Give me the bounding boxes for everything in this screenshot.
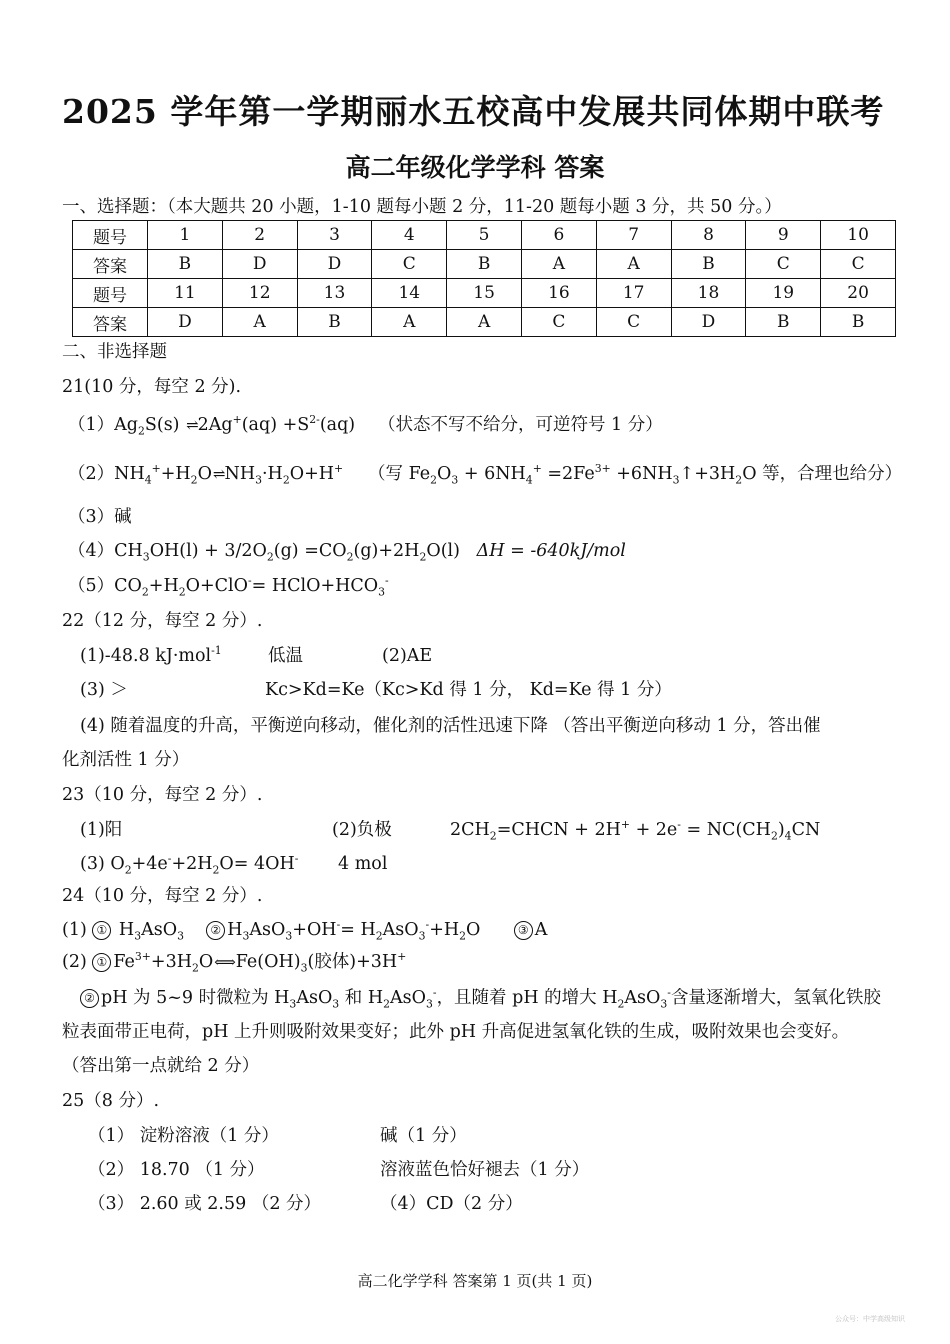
- q22-answer-3: (3) ＞: [80, 680, 128, 700]
- q24-header: 24（10 分，每空 2 分）.: [62, 886, 263, 906]
- table-cell: 14: [372, 279, 447, 308]
- q23-answer-1: (1)阳: [80, 820, 123, 840]
- explanation-text: 和: [339, 988, 368, 1008]
- table-cell: B: [746, 308, 821, 337]
- q23-answer-3b: 4 mol: [338, 854, 388, 874]
- q21-answer-1: $(1)Ag_2S(s)$ ⇌2Ag+(aq) $+S^{2-}(aq)$: [68, 413, 356, 438]
- table-cell: D: [671, 308, 746, 337]
- explanation-text: pH 为 5~9 时微粒为: [101, 988, 275, 1008]
- q21-note-2: （写 $Fe_2O_3 + 6NH_4^+ =2Fe^{3+}$ $+6NH_3↑+3H_2O$ 等，合理也给分）: [368, 462, 903, 487]
- table-cell: 10: [821, 221, 896, 250]
- table-cell: D: [222, 250, 297, 279]
- table-cell: C: [372, 250, 447, 279]
- q21-part-number: （2）: [68, 464, 115, 484]
- table-cell: C: [521, 308, 596, 337]
- note-suffix: 等，合理也给分）: [756, 464, 903, 484]
- colloid-label: (胶体): [307, 952, 357, 972]
- table-cell: 4: [372, 221, 447, 250]
- table-cell: C: [596, 308, 671, 337]
- table-cell: 15: [447, 279, 522, 308]
- q22-answer-text: (1)-48.8 kJ·mol: [80, 646, 212, 666]
- circled-number: ①: [92, 921, 111, 940]
- q23-answer-3: (3) $O_2+4e^-+2H_2O= 4OH^-$: [80, 852, 299, 877]
- page-footer: 高二化学学科 答案第 1 页(共 1 页): [357, 1272, 593, 1290]
- table-cell: A: [521, 250, 596, 279]
- table-cell: 8: [671, 221, 746, 250]
- q25-answer-1: （1） 淀粉溶液（1 分）: [88, 1126, 279, 1146]
- table-cell: C: [821, 250, 896, 279]
- section-1-heading: 一、选择题：（本大题共 20 小题，1-10 题每小题 2 分，11-20 题每小题 3 分，共 50 分。）: [62, 197, 782, 217]
- q23-answer-2-eq: $2CH_2=CHCN + 2H^+ + 2e^- = NC(CH_2)_4CN$: [450, 818, 821, 843]
- table-cell: 20: [821, 279, 896, 308]
- q25-answer-3: （3） 2.60 或 2.59 （2 分）: [88, 1194, 322, 1214]
- table-cell: 12: [222, 279, 297, 308]
- q24-answer-1: (1) ① $H_3AsO_3$ ② $H_3AsO_3+OH^-= H_2AsO_3^-+H_2O$ ③ A: [62, 918, 548, 943]
- table-cell: 13: [297, 279, 372, 308]
- document-title: 2025 学年第一学期丽水五校高中发展共同体期中联考: [62, 92, 885, 131]
- note-prefix: （写: [368, 464, 409, 484]
- row-label: 答案: [73, 308, 148, 337]
- q23-header: 23（10 分，每空 2 分）.: [62, 785, 263, 805]
- q24-answer-2b: ② pH 为 5~9 时微粒为 $H_3AsO_3$ 和 $H_2AsO_3^-$，且随着 pH 的增大 $H_2AsO_3^-$含量逐渐增大，氢氧化铁胶: [80, 987, 881, 1009]
- circled-number: ②: [206, 921, 225, 940]
- q24-explanation-line2: 粒表面带正电荷，pH 上升则吸附效果变好；此外 pH 升高促进氢氧化铁的生成，吸附效果也会变好。: [62, 1022, 850, 1042]
- table-cell: 3: [297, 221, 372, 250]
- q25-answer-2: （2） 18.70 （1 分）: [88, 1160, 265, 1180]
- table-cell: B: [821, 308, 896, 337]
- q22-header: 22（12 分，每空 2 分）.: [62, 611, 263, 631]
- q21-answer-2: $(2)NH_4^++H_2O\rightleftharpoons NH_3\cdot H_2O+H^+$: [68, 462, 344, 487]
- q21-answer-3: （3）碱: [68, 507, 132, 527]
- q22-answer-1b: 低温: [268, 646, 303, 666]
- section-2-heading: 二、非选择题: [62, 342, 167, 362]
- table-cell: D: [297, 250, 372, 279]
- q21-part-number: （1）: [68, 415, 115, 435]
- explanation-text: ，且随着 pH 的增大: [436, 988, 603, 1008]
- q24-answer-value: A: [534, 920, 548, 940]
- q21-answer-4: $(4)CH_3OH(l) + 3/2O_2(g) =CO_2(g)+2H_2O(l) \Delta H = -640kJ/mol$: [68, 541, 626, 564]
- table-cell: B: [671, 250, 746, 279]
- table-cell: 5: [447, 221, 522, 250]
- q25-header: 25（8 分）.: [62, 1091, 160, 1111]
- q22-answer-2: (2)AE: [382, 646, 433, 666]
- explanation-text: 含量逐渐增大，氢氧化铁胶: [670, 988, 881, 1008]
- row-label: 题号: [73, 279, 148, 308]
- q21-part-number: （5）: [68, 576, 115, 596]
- table-cell: 11: [148, 279, 223, 308]
- q24-answer-2: (2) ① $Fe^{3+}+3H_2O⟺Fe(OH)_3$(胶体)+3H+: [62, 950, 407, 975]
- q25-answer-1b: 碱（1 分）: [380, 1126, 467, 1146]
- q22-answer-4-cont: 化剂活性 1 分）: [62, 750, 190, 770]
- q23-answer-2: (2)负极: [332, 820, 392, 840]
- row-label: 答案: [73, 250, 148, 279]
- table-cell: C: [746, 250, 821, 279]
- table-cell: 6: [521, 221, 596, 250]
- table-cell: 7: [596, 221, 671, 250]
- circled-number: ②: [80, 989, 99, 1008]
- watermark: 公众号：中学高级知识: [835, 1315, 905, 1323]
- q22-answer-4: (4) 随着温度的升高，平衡逆向移动，催化剂的活性迅速下降 （答出平衡逆向移动 1 分，答出催: [80, 716, 821, 736]
- table-row: [73, 308, 896, 337]
- q25-answer-2b: 溶液蓝色恰好褪去（1 分）: [380, 1160, 590, 1180]
- table-cell: B: [447, 250, 522, 279]
- q22-answer-3b: Kc>Kd=Ke（Kc>Kd 得 1 分， Kd=Ke 得 1 分）: [265, 680, 672, 700]
- table-cell: D: [148, 308, 223, 337]
- q22-answer-1: [80, 645, 222, 667]
- table-row: [73, 221, 896, 250]
- circled-number: ③: [514, 921, 533, 940]
- q24-explanation-line3: （答出第一点就给 2 分）: [62, 1056, 260, 1076]
- row-label: 题号: [73, 221, 148, 250]
- table-cell: A: [372, 308, 447, 337]
- q25-answer-4: （4）CD（2 分）: [380, 1194, 523, 1214]
- table-cell: 1: [148, 221, 223, 250]
- table-cell: A: [447, 308, 522, 337]
- answer-table: [72, 220, 896, 337]
- table-cell: 19: [746, 279, 821, 308]
- table-cell: 2: [222, 221, 297, 250]
- unit-exponent: -1: [211, 644, 222, 658]
- table-row: [73, 279, 896, 308]
- document-subtitle: 高二年级化学学科 答案: [345, 153, 605, 182]
- table-cell: B: [148, 250, 223, 279]
- q21-header: 21(10 分，每空 2 分).: [62, 377, 242, 397]
- table-cell: A: [222, 308, 297, 337]
- q21-note-1: （状态不写不给分，可逆符号 1 分）: [378, 415, 663, 435]
- q21-answer-5: $(5)CO_2+H_2O+ClO^-=$ $HClO+HCO_3^-$: [68, 574, 389, 599]
- table-row: [73, 250, 896, 279]
- table-cell: A: [596, 250, 671, 279]
- table-cell: 17: [596, 279, 671, 308]
- table-cell: 9: [746, 221, 821, 250]
- table-cell: 16: [521, 279, 596, 308]
- q21-part-number: （4）: [68, 541, 115, 561]
- table-cell: B: [297, 308, 372, 337]
- table-cell: 18: [671, 279, 746, 308]
- circled-number: ①: [92, 953, 111, 972]
- enthalpy-value: ΔH = -640kJ/mol: [476, 541, 626, 561]
